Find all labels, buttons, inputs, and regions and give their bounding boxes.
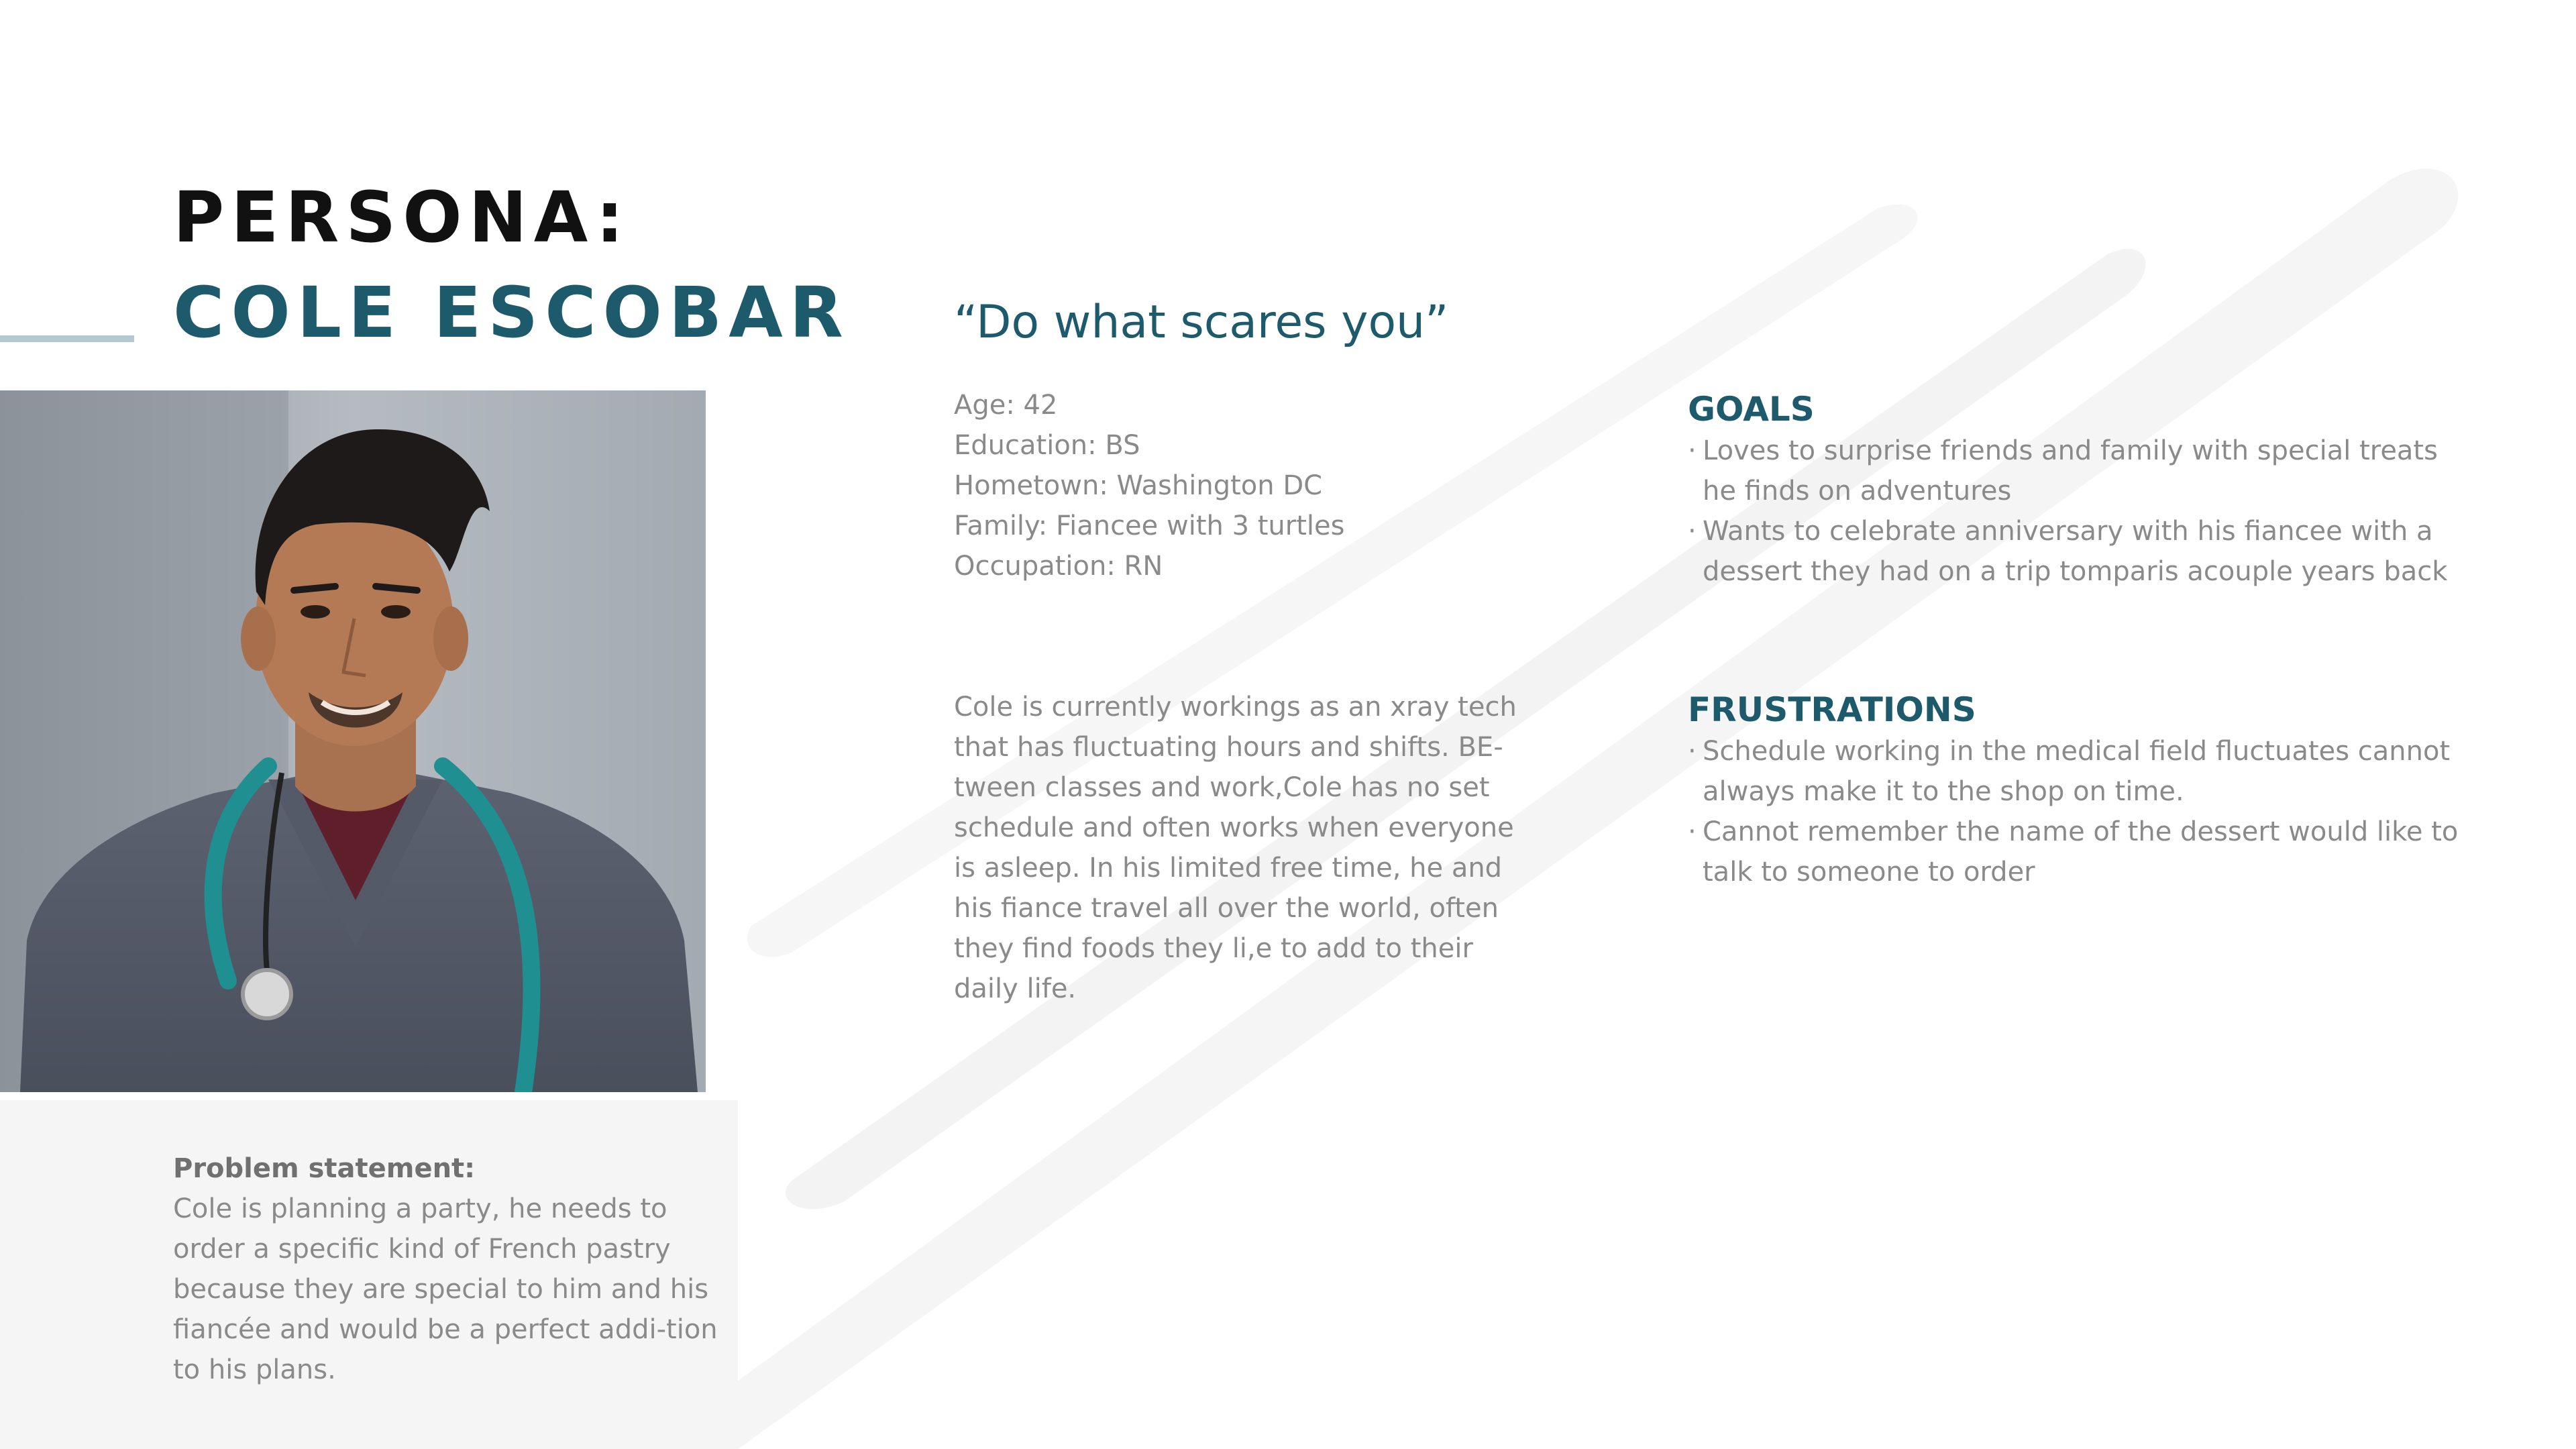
- goal-item: [1688, 511, 2466, 592]
- bullet-icon: ·: [1688, 816, 1697, 847]
- fact-hometown: Hometown: Washington DC: [954, 470, 1323, 501]
- frustration-item-text: Cannot remember the name of the dessert would like to talk to someone to order: [1703, 816, 2459, 888]
- persona-bio: Cole is currently workings as an xray tech that has fluctuating hours and shifts. BE-tween classes and work,Cole has no set schedule and often works when everyone is asleep. In his limited free time, he and his fiance travel all over the world, often they find foods they li,e to add to their daily life.: [954, 692, 1517, 1004]
- bullet-icon: ·: [1688, 516, 1697, 547]
- accent-divider: [0, 335, 134, 342]
- fact-education: Education: BS: [954, 430, 1140, 461]
- frustrations-section: [1688, 688, 2466, 892]
- bullet-icon: ·: [1688, 435, 1697, 466]
- goal-item: [1688, 431, 2466, 511]
- goals-section: [1688, 388, 2466, 592]
- frustration-item-text: Schedule working in the medical field fluctuates cannot always make it to the shop on time.: [1703, 736, 2451, 807]
- goal-item-text: Loves to surprise friends and family with special treats he finds on adventures: [1703, 435, 2438, 506]
- page-title: PERSONA:: [173, 176, 631, 258]
- persona-facts: [954, 385, 1344, 586]
- persona-portrait-illustration: [0, 390, 706, 1092]
- persona-name: COLE ESCOBAR: [173, 272, 850, 354]
- goals-heading: GOALS: [1688, 390, 1815, 429]
- fact-age: Age: 42: [954, 390, 1058, 421]
- persona-photo: [0, 390, 706, 1092]
- goal-item-text: Wants to celebrate anniversary with his fiancee with a dessert they had on a trip tomparis acouple years back: [1703, 516, 2448, 587]
- problem-statement: [173, 1148, 723, 1390]
- fact-occupation: Occupation: RN: [954, 551, 1163, 582]
- frustrations-heading: FRUSTRATIONS: [1688, 690, 1976, 729]
- persona-quote: “Do what scares you”: [954, 296, 1449, 349]
- frustration-item: [1688, 731, 2466, 812]
- problem-statement-text: Cole is planning a party, he needs to order a specific kind of French pastry because they are special to him and his fiancée and would be a perfect addi-tion to his plans.: [173, 1193, 718, 1385]
- problem-statement-label: Problem statement:: [173, 1153, 476, 1184]
- fact-family: Family: Fiancee with 3 turtles: [954, 511, 1345, 541]
- bullet-icon: ·: [1688, 736, 1697, 767]
- frustration-item: [1688, 812, 2466, 892]
